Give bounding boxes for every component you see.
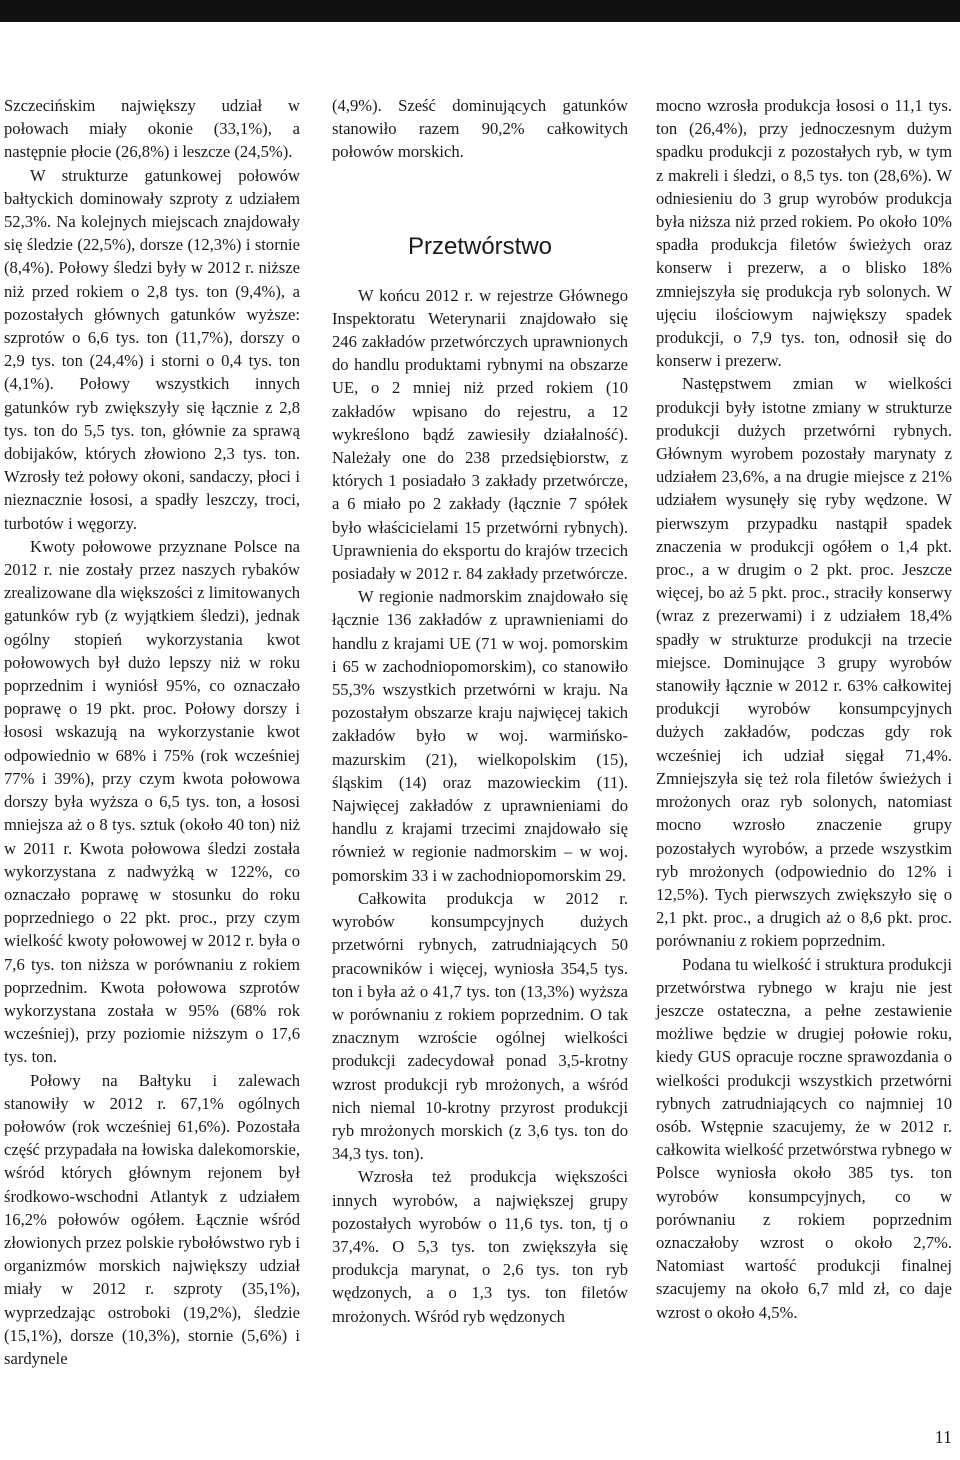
- page-number: 11: [934, 1427, 952, 1447]
- paragraph: Całkowita produkcja w 2012 r. wyrobów konsumpcyjnych dużych przetwórni rybnych, zatrudniających 50 pracowników i więcej, wyniosła 354,5 tys. ton i była aż o 41,7 tys. ton (13,3%) wyższa w porównaniu z rokiem poprzednim. O tak znacznym wzroście ogólnej wielkości produkcji zadecydował ponad 3,5-krotny wzrost produkcji ryb mrożonych, a wśród nich niemal 10-krotny przyrost produkcji ryb mrożonych morskich (z 3,6 tys. ton do 34,3 tys. ton).: [332, 888, 628, 1164]
- paragraph: W strukturze gatunkowej połowów bałtyckich dominowały szproty z udziałem 52,3%. Na kolejnych miejscach znajdowały się śledzie (22,5%), dorsze (12,3%) i stornie (8,4%). Połowy śledzi były w 2012 r. niższe niż przed rokiem o 2,8 tys. ton (9,4%), a pozostałych głównych gatunków wyższe: szprotów o 6,6 tys. ton (11,7%), dorszy o 2,9 tys. ton (24,4%) i storni o 0,4 tys. ton (4,1%). Połowy wszystkich innych gatunków ryb zwiększyły się łącznie z 2,8 tys. ton do 5,5 tys. ton, głównie za sprawą dobijaków, których złowiono 2,3 tys. ton. Wzrosły też połowy okoni, sandaczy, płoci i nieznacznie łososi, a spadły leszczy, troci, turbotów i węgorzy.: [4, 165, 300, 533]
- section-heading: Przetwórstwo: [407, 232, 553, 260]
- paragraph: W regionie nadmorskim znajdowało się łącznie 136 zakładów z uprawnieniami do handlu z krajami UE (71 w woj. pomorskim i 65 w zachodniopomorskim), co stanowiło 55,3% wszystkich przetwórni w kraju. Na pozostałym obszarze kraju najwięcej takich zakładów było w woj. warmińsko-mazurskim (21), wielkopolskim (15), śląskim (14) oraz mazowieckim (11). Najwięcej zakładów z uprawnieniami do handlu z krajami trzecimi znajdowało się również w regionie nadmorskim – w woj. pomorskim 33 i w zachodniopomorskim 29.: [332, 587, 628, 885]
- paragraph: (4,9%). Sześć dominujących gatunków stanowiło razem 90,2% całkowitych połowów morskich.: [332, 96, 628, 162]
- paragraph: Wzrosła też produkcja większości innych wyrobów, a największej grupy pozostałych wyrobów o 11,6 tys. ton, tj o 37,4%. O 5,3 tys. ton zwiększyła się produkcja marynat, o 2,6 tys. ton ryb wędzonych, a o 1,3 tys. ton filetów mrożonych. Wśród ryb wędzonych: [332, 1167, 628, 1326]
- paragraph: W końcu 2012 r. w rejestrze Głównego Inspektoratu Weterynarii znajdowało się 246 zakładów przetwórczych uprawnionych do handlu produktami rybnymi na obszarze UE, o 2 mniej niż przed rokiem (10 zakładów wpisano do rejestru, a 12 wykreślono bądź zawiesiły działalność). Należały one do 238 przedsiębiorstw, z których 1 posiadało 3 zakłady przetwórcze, a 6 miało po 2 zakłady (łącznie 7 spółek było właścicielami 15 przetwórni rybnych). Uprawnienia do eksportu do krajów trzecich posiadały w 2012 r. 84 zakłady przetwórcze.: [332, 285, 628, 584]
- paragraph: Następstwem zmian w wielkości produkcji były istotne zmiany w strukturze produkcji dużych przetwórni rybnych. Głównym wyrobem pozostały marynaty z udziałem 23,6%, a na drugie miejsce z 21% udziałem wysunęły się ryby wędzone. W pierwszym przypadku nastąpił spadek znaczenia w produkcji ogółem o 1,4 pkt. proc., a w drugim o 2 pkt. proc. Jeszcze więcej, bo aż 5 pkt. proc., straciły konserwy (wraz z prezerwami) i z udziałem 18,4% spadły w strukturze produkcji na trzecie miejsce. Dominujące 3 grupy wyrobów stanowiły łącznie w 2012 r. 63% całkowitej produkcji wyrobów konsumpcyjnych dużych zakładów, podczas gdy rok wcześniej ich udział sięgał 71,4%. Zmniejszyła się też rola filetów świeżych i mrożonych oraz ryb solonych, natomiast mocno wzrosło znaczenie grupy pozostałych wyrobów, a przede wszystkim ryb mrożonych (odpowiednio do 12% i 12,5%). Tych pierwszych zwiększyło się o 2,1 pkt. proc., a drugich aż o 8,6 pkt. proc. porównaniu z rokiem poprzednim.: [656, 374, 952, 951]
- paragraph: mocno wzrosła produkcja łososi o 11,1 tys. ton (26,4%), przy jednoczesnym dużym spadku produkcji z pozostałych ryb, w tym z makreli i śledzi, o 8,5 tys. ton (28,6%). W odniesieniu do 3 grup wyrobów produkcja była niższa niż przed rokiem. Po około 10% spadła produkcja filetów świeżych oraz konserw i prezerw, a o blisko 18% zmniejszyła się produkcja ryb solonych. W ujęciu ilościowym największy spadek produkcji, o 7,9 tys. ton, odnosił się do konserw i prezerw.: [656, 96, 952, 371]
- column-2: [332, 94, 628, 1328]
- column-3: [656, 94, 952, 1324]
- paragraph: Podana tu wielkość i struktura produkcji przetwórstwa rybnego w kraju nie jest jeszcze ostateczna, a pełne zestawienie możliwe będzie w drugiej połowie roku, kiedy GUS opracuje roczne sprawozdania o wielkości produkcji wszystkich przetwórni rybnych zatrudniających co najmniej 10 osób. Wstępnie szacujemy, że w 2012 r. całkowita wielkość przetwórstwa rybnego w Polsce wyniosła około 385 tys. ton wyrobów konsumpcyjnych, co w porównaniu z rokiem poprzednim oznaczałoby wzrost o około 2,7%. Natomiast wartość produkcji finalnej szacujemy na około 6,7 mld zł, co daje wzrost o około 4,5%.: [656, 954, 952, 1322]
- paragraph: Szczecińskim największy udział w połowach miały okonie (33,1%), a następnie płocie (26,8%) i leszcze (24,5%).: [4, 96, 300, 162]
- paragraph: Połowy na Bałtyku i zalewach stanowiły w 2012 r. 67,1% ogólnych połowów (rok wcześniej 61,6%). Pozostała część przypadała na łowiska dalekomorskie, wśród których głównym rejonem był środkowo-wschodni Atlantyk z udziałem 16,2% połowów ogółem. Łącznie wśród złowionych przez polskie rybołówstwo ryb i organizmów morskich największy udział miały w 2012 r. szproty (35,1%), wyprzedzając ostroboki (19,2%), śledzie (15,1%), dorsze (10,3%), stornie (5,6%) i sardynele: [4, 1070, 300, 1368]
- paragraph: Kwoty połowowe przyznane Polsce na 2012 r. nie zostały przez naszych rybaków zrealizowane dla większości z limitowanych gatunków ryb (z wyjątkiem śledzi), jednak ogólny stopień wykorzystania kwot połowowych był dużo lepszy niż w roku poprzednim i wyniósł 95%, co oznaczało poprawę o 19 pkt. proc. Połowy dorszy i łososi wskazują na wykorzystanie kwot odpowiednio w 68% i 75% (rok wcześniej 77% i 39%), przy czym kwota połowowa dorszy była wyższa o 6,5 tys. ton, a łososi mniejsza aż o 8 tys. sztuk (około 40 ton) niż w 2011 r. Kwota połowowa śledzi została wykorzystana z nadwyżką w 122%, co oznaczało poprawę w stosunku do roku poprzedniego o 22 pkt. proc., przy czym wielkość kwoty połowowej w 2012 r. była o 7,6 tys. ton niższa w porównaniu z rokiem poprzednim. Kwota połowowa szprotów wykorzystana została w 95% (68% rok wcześniej), przy poziomie niższym o 17,6 tys. ton.: [4, 536, 300, 1067]
- column-1: [4, 94, 300, 1370]
- header-bar: [0, 0, 960, 22]
